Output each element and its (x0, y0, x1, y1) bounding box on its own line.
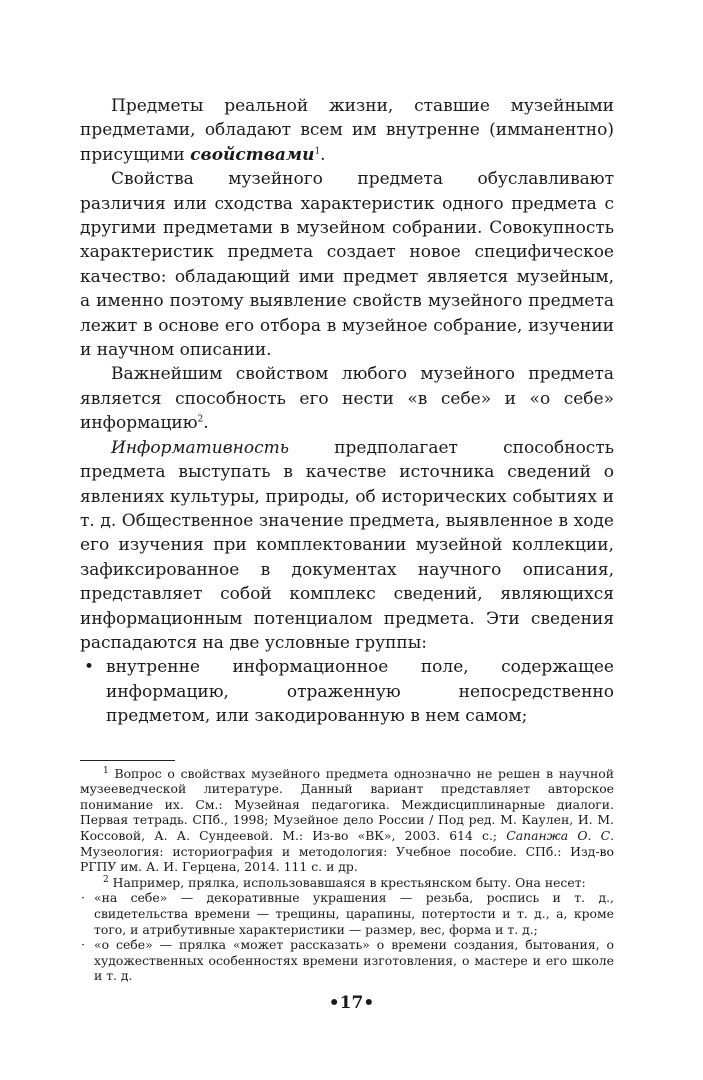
footnote-ref-1: 1 (314, 146, 321, 157)
footnote-list (80, 890, 614, 984)
text-span: предполагает способность предмета выступать в качестве источника сведений о явлениях культуры, природы, об исторических событиях и т. д. Общественное значение предмета, выявленное в ходе его изучения при комплектовании музейной коллекции, зафиксированное в документах научного описания, представляет собой комплекс сведений, являющихся информационным потенциалом предмета. Эти сведения распадаются на две условные группы: (80, 437, 614, 653)
footnote-1 (80, 766, 614, 875)
page-content (80, 94, 614, 984)
footnote-divider (80, 760, 175, 761)
bullet-icon: · (81, 937, 85, 953)
text-span: Музеология: историография и методология: Учебное пособие. СПб.: Изд-во РГПУ им. А. И. Герцена, 2014. 111 с. и др. (80, 843, 614, 875)
list-item-text: «о себе» — прялка «может рассказать» о времени создания, бытования, о художественных особенностях времени изготовления, о мастере и его школе и т. д. (94, 937, 614, 984)
footnote-number: 1 (103, 765, 109, 776)
list-item-text: «на себе» — декоративные украшения — резьба, роспись и т. д., свидетельства времени — трещины, царапины, потертости и т. д., а, кроме того, и атрибутивные характеристики — размер, вес, форма и т. д.; (94, 890, 614, 937)
term-properties: свойствами (190, 144, 315, 165)
text-span: Вопрос о свойствах музейного предмета однозначно не решен в научной музееведческой литературе. Данный вариант представляет авторское понимание их. См.: Музейная педагогика. Междисциплинарные диалоги. Первая тетрадь. СПб., 1998; Музейное дело России / Под ред. М. Каулен, И. М. Коссовой, А. А. Сундеевой. М.: Из-во «ВК», 2003. 614 с.; (80, 765, 614, 843)
text-span: Предметы реальной жизни, ставшие музейными предметами, обладают всем им внутренне (имманентно) присущими (80, 96, 614, 165)
bullet-list (80, 655, 614, 728)
list-item-text: внутренне информационное поле, содержащее информацию, отраженную непосредственно предметом, или закодированную в нем самом; (106, 657, 614, 727)
term-informativeness: Информативность (111, 437, 289, 458)
text-span: . (320, 144, 326, 165)
footnote-number: 2 (103, 874, 109, 885)
page-number: •17• (328, 993, 375, 1013)
list-item (80, 655, 614, 728)
footnote-ref-2: 2 (197, 414, 204, 425)
paragraph-2: Свойства музейного предмета обуславливают различия или сходства характеристик одного предмета с другими предметами в музейном собрании. Совокупность характеристик предмета создает новое специфическое качество: обладающий ими предмет является музейным, а именно поэтому выявление свойств музейного предмета лежит в основе его отбора в музейное собрание, изучении и научном описании. (80, 169, 614, 361)
text-span: Важнейшим свойством любого музейного предмета является способность его нести «в себе» и «о себе» информацию (80, 364, 614, 434)
text-span: . (203, 413, 209, 434)
text-span: Например, прялка, использовавшаяся в крестьянском быту. Она несет: (108, 874, 586, 890)
bullet-icon: · (81, 890, 85, 906)
footnotes (80, 766, 614, 984)
list-item (80, 890, 614, 937)
main-text (80, 94, 614, 729)
paragraph-3 (80, 362, 614, 435)
paragraph-1 (80, 94, 614, 167)
paragraph-4 (80, 436, 614, 656)
footnote-2 (80, 875, 614, 891)
bullet-icon: • (84, 657, 95, 678)
author-name: Сапанжа О. С. (506, 827, 615, 843)
list-item (80, 937, 614, 984)
